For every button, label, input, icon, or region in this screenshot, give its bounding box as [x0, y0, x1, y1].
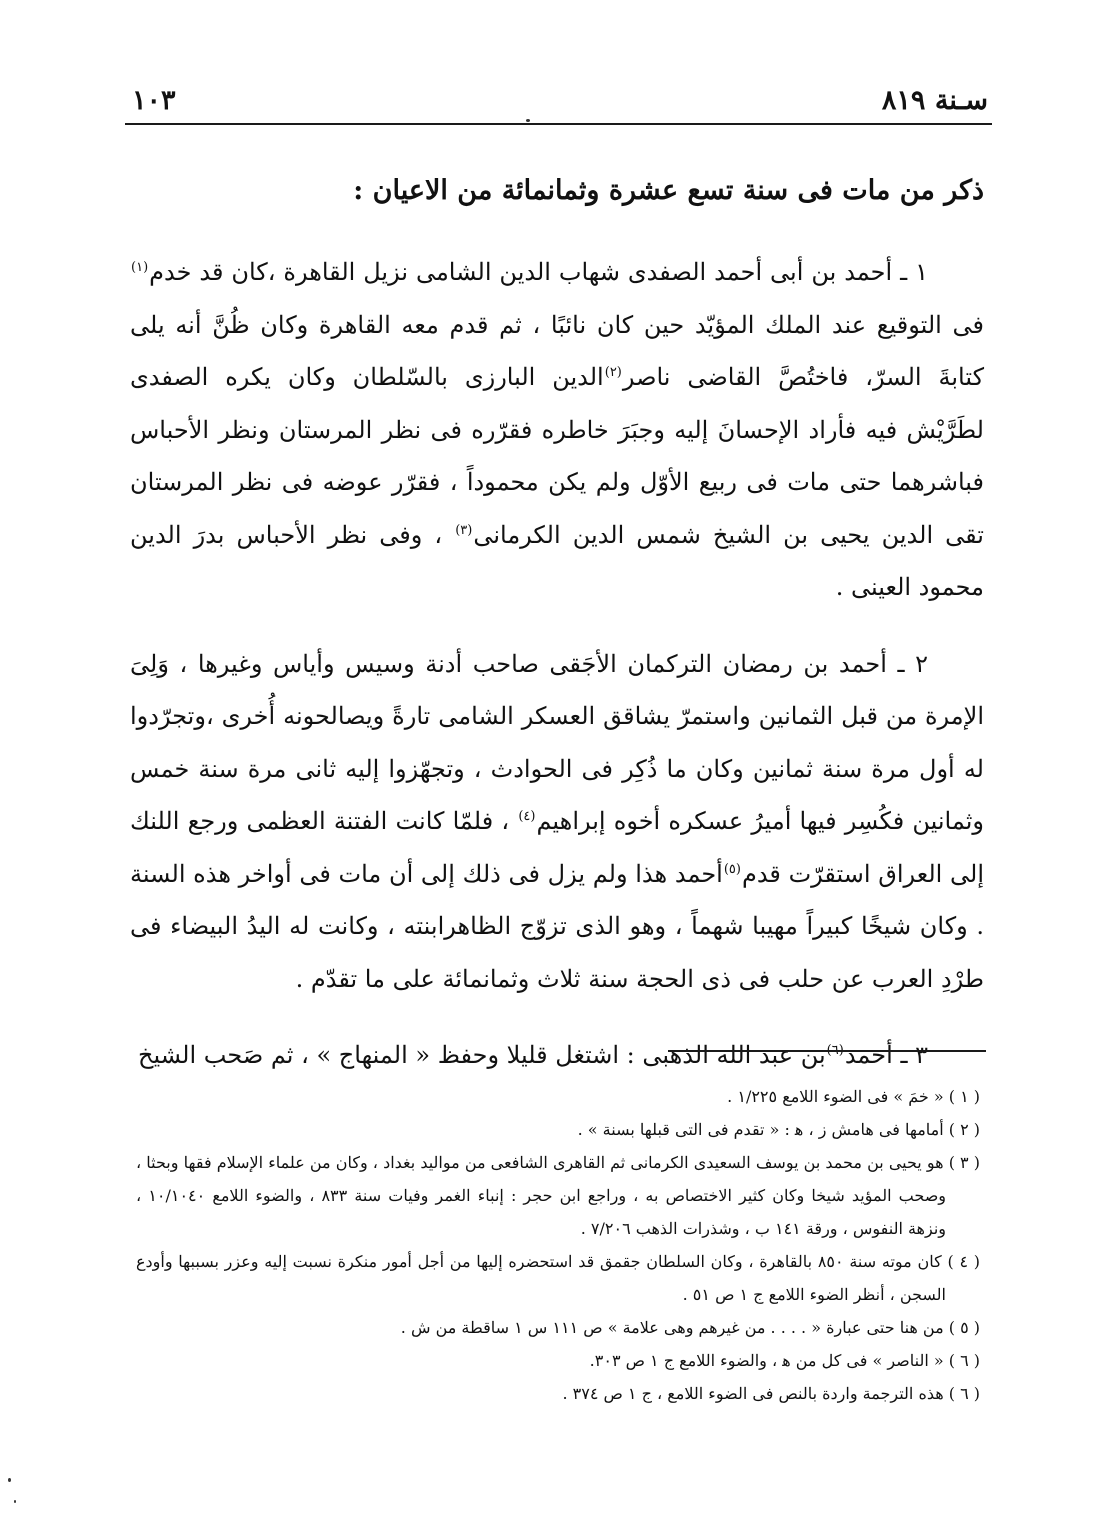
- entry-text: ، وفى نظر الأحباس بدرَ الدين محمود العينى .: [130, 520, 984, 601]
- header-rule: [125, 123, 992, 125]
- footnote-ref: (٢): [604, 365, 622, 380]
- footnote-ref: (١): [131, 260, 149, 275]
- entry-text: بن عبد الله الذهبى : اشتغل قليلا وحفظ « المنهاج » ، ثم صَحب الشيخ: [138, 1041, 826, 1069]
- entry-text: أحمد بن رمضان التركمان الأجَقى صاحب أدنة وسيس وأياس وغيرها ، وَلِىَ الإمرة من قبل الثمانين واستمرّ يشاقق العسكر الشامى تارةً ويصالحونه أُخرى ،وتجرّدوا له أول مرة سنة ثمانين وكان ما ذُكِر فى الحوادث ، وتجهّزوا إليه ثانى مرة سنة خمس وثمانين فكُسِر فيها أميرُ عسكره أخوه إبراهيم: [130, 649, 984, 835]
- running-header: [132, 80, 988, 120]
- entry-number: ٢ ـ: [897, 649, 928, 678]
- footnote-6: ( ٦ ) « الناصر » فى كل من ﻫ ، والضوء اللامع ج ١ ص ٣٠٣.: [589, 1351, 980, 1370]
- entry-text: ، فلمّا كانت الفتنة العظمى ورجع اللنك إلى العراق استقرّت قدم: [130, 807, 985, 888]
- biography-entry-2: [130, 638, 984, 1006]
- footnote-7: ( ٦ ) هذه الترجمة واردة بالنص فى الضوء اللامع ، ج ١ ص ٣٧٤ .: [562, 1384, 980, 1403]
- footnote-1: ( ١ ) « خمَ » فى الضوء اللامع ١/٢٢٥ .: [727, 1087, 980, 1106]
- entry-number: ١ ـ: [900, 258, 928, 286]
- biography-entry-3: [130, 1029, 984, 1082]
- page-number: ١٠٣: [132, 84, 176, 116]
- footnote-ref: (٤): [518, 809, 536, 824]
- footnote-ref: (٥): [723, 861, 741, 877]
- footnote-4: ( ٤ ) كان موته سنة ٨٥٠ بالقاهرة ، وكان السلطان جقمق قد استحضره إليها من أجل أمور منكرة نسبت إليه وعزر بسببها وأودع السجن ، أنظر الضوء اللامع ج ١ ص ٥١ .: [136, 1252, 981, 1304]
- section-title: ذكر من مات فى سنة تسع عشرة وثمانمائة من الاعيان :: [353, 175, 984, 206]
- entry-text: أحمد: [844, 1041, 893, 1069]
- entry-number: ٣ ـ: [900, 1041, 928, 1069]
- footnote-5: ( ٥ ) من هنا حتى عبارة « . . . . من غيرهم وهى علامة » ص ١١١ س ١ ساقطة من ش .: [400, 1318, 980, 1337]
- footnote-separator: [668, 1050, 986, 1052]
- biography-entry-1: [130, 246, 984, 614]
- footnote-ref: (٣): [455, 522, 473, 538]
- footnote-3: ( ٣ ) هو يحيى بن محمد بن يوسف السعيدى الكرمانى ثم القاهرى الشافعى من مواليد بغداد ، وكان من علماء الإسلام فقها وبحثا ، وصحب المؤيد شيخا وكان كثير الاختصاص به ، وراجع ابن حجر : إنباء الغمر وفيات سنة ٨٣٣ ، والضوء اللامع ١٠/١٠٤٠ ، ونزهة النفوس ، ورقة ١٤١ ب ، وشذرات الذهب ٧/٢٠٦ .: [136, 1153, 980, 1238]
- entry-text: أحمد بن أبى أحمد الصفدى شهاب الدين الشامى نزيل القاهرة ،كان قد خدم: [149, 258, 893, 286]
- running-title: سـنة ٨١٩: [881, 84, 988, 116]
- entry-text: أحمد هذا ولم يزل فى ذلك إلى أن مات فى أواخر هذه السنة . وكان شيخًا كبيراً مهيبا شهماً ، وهو الذى تزوّج الظاهرابنته ، وكانت له اليدُ البيضاء فى طرْدِ العرب عن حلب فى ذى الحجة سنة ثلاث وثمانمائة على ما تقدّم .: [130, 859, 984, 993]
- entry-text: الدين البارزى بالسّلطان وكان يكره الصفدى لطَرَّيْش فيه فأراد الإحسانَ إليه وجبَرَ خاطره فقرّره فى نظر المرستان ونظر الأحباس فباشرهما حتى مات فى ربيع الأوّل ولم يكن محموداً ، فقرّر عوضه فى نظر المرستان تقى الدين يحيى بن الشيخ شمس الدين الكرمانى: [130, 363, 984, 549]
- footnote-2: ( ٢ ) أمامها فى هامش ز ، ﻫ : « تقدم فى التى قبلها بسنة » .: [577, 1120, 980, 1139]
- scan-speck: [8, 1478, 11, 1482]
- entry-text: فى التوقيع عند الملك المؤيّد حين كان نائبًا ، ثم قدم معه القاهرة وكان ظُنَّ أنه يلى كتابةَ السرّ، فاختُصَّ القاضى ناصر: [130, 310, 984, 391]
- footnotes: [136, 1080, 980, 1410]
- scan-speck: [14, 1500, 16, 1503]
- biography-entries: [130, 246, 984, 1106]
- scan-speck: [526, 119, 530, 122]
- footnote-ref: (٦): [826, 1043, 844, 1058]
